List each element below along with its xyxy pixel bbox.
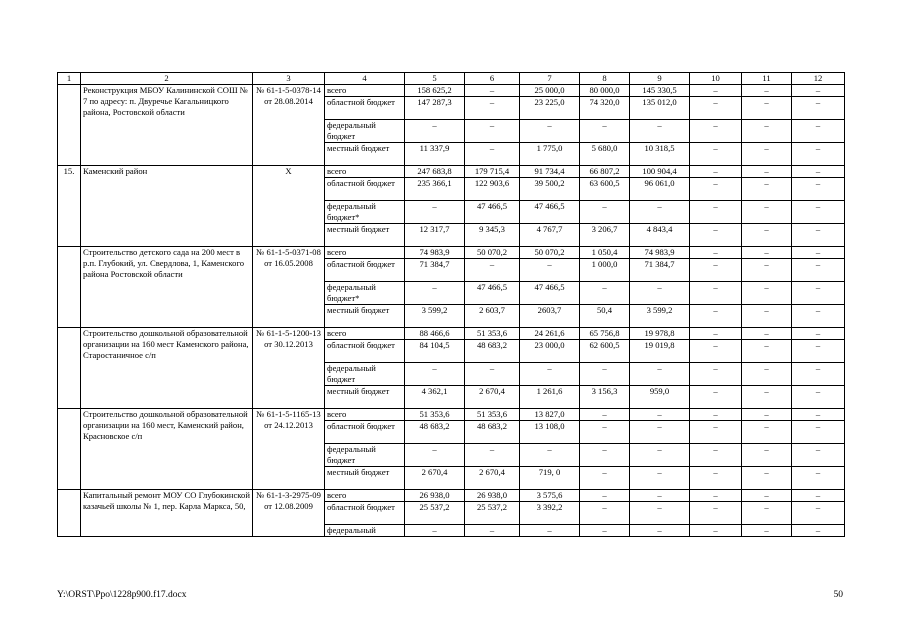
amount-cell: 47 466,5 — [465, 201, 520, 224]
project-doc: № 61-1-5-0378-14 от 28.08.2014 — [253, 85, 325, 166]
row-number — [58, 85, 81, 166]
amount-cell: 3 575,6 — [520, 490, 580, 502]
row-number — [58, 328, 81, 409]
amount-cell: 66 807,2 — [580, 166, 630, 178]
amount-cell: 48 683,2 — [405, 421, 465, 444]
amount-cell: – — [405, 444, 465, 467]
amount-cell: 51 353,6 — [405, 409, 465, 421]
amount-cell: – — [465, 85, 520, 97]
amount-cell: – — [630, 201, 690, 224]
amount-cell: – — [792, 525, 845, 537]
column-number-2: 2 — [81, 73, 253, 85]
project-doc: № 61-1-5-1200-13 от 30.12.2013 — [253, 328, 325, 409]
amount-cell: 13 827,0 — [520, 409, 580, 421]
project-doc: Х — [253, 166, 325, 247]
amount-cell: – — [792, 85, 845, 97]
amount-cell: 4 843,4 — [630, 224, 690, 247]
amount-cell: – — [792, 490, 845, 502]
table-row — [58, 328, 845, 340]
amount-cell: – — [520, 444, 580, 467]
amount-cell: – — [580, 502, 630, 525]
amount-cell: 23 225,0 — [520, 97, 580, 120]
amount-cell: 25 537,2 — [465, 502, 520, 525]
amount-cell: – — [690, 467, 742, 490]
amount-cell: – — [630, 282, 690, 305]
funding-source: местный бюджет — [325, 224, 405, 247]
amount-cell: 1 000,0 — [580, 259, 630, 282]
amount-cell: – — [742, 525, 792, 537]
header-row — [58, 73, 845, 85]
funding-source: федеральный бюджет — [325, 444, 405, 467]
amount-cell: – — [690, 328, 742, 340]
amount-cell: 48 683,2 — [465, 421, 520, 444]
funding-source: федеральный бюджет — [325, 120, 405, 143]
row-number — [58, 247, 81, 328]
amount-cell: 88 466,6 — [405, 328, 465, 340]
amount-cell: 179 715,4 — [465, 166, 520, 178]
amount-cell: – — [690, 340, 742, 363]
amount-cell: – — [690, 143, 742, 166]
amount-cell: – — [630, 502, 690, 525]
amount-cell: 51 353,6 — [465, 409, 520, 421]
amount-cell: – — [792, 143, 845, 166]
amount-cell: – — [520, 363, 580, 386]
amount-cell: – — [405, 363, 465, 386]
row-number — [58, 490, 81, 537]
amount-cell: 19 019,8 — [630, 340, 690, 363]
amount-cell: 71 384,7 — [405, 259, 465, 282]
amount-cell: – — [630, 120, 690, 143]
amount-cell: – — [580, 490, 630, 502]
column-number-11: 11 — [742, 73, 792, 85]
amount-cell: – — [792, 328, 845, 340]
amount-cell: 12 317,7 — [405, 224, 465, 247]
amount-cell: – — [742, 305, 792, 328]
amount-cell: 51 353,6 — [465, 328, 520, 340]
amount-cell: – — [580, 421, 630, 444]
column-number-8: 8 — [580, 73, 630, 85]
table-row — [58, 490, 845, 502]
funding-source: областной бюджет — [325, 421, 405, 444]
funding-source: всего — [325, 409, 405, 421]
amount-cell: – — [742, 143, 792, 166]
amount-cell: 47 466,5 — [520, 282, 580, 305]
funding-source: областной бюджет — [325, 97, 405, 120]
amount-cell: 24 261,6 — [520, 328, 580, 340]
amount-cell: 100 904,4 — [630, 166, 690, 178]
amount-cell: – — [690, 282, 742, 305]
amount-cell: – — [580, 467, 630, 490]
amount-cell: – — [690, 166, 742, 178]
budget-table — [57, 72, 845, 537]
footer-file-path: Y:\ORST\Ppo\1228p900.f17.docx — [57, 590, 187, 600]
amount-cell: – — [405, 282, 465, 305]
column-number-1: 1 — [58, 73, 81, 85]
amount-cell: – — [690, 259, 742, 282]
amount-cell: – — [690, 502, 742, 525]
table-row — [58, 247, 845, 259]
funding-source: местный бюджет — [325, 467, 405, 490]
amount-cell: 2603,7 — [520, 305, 580, 328]
amount-cell: – — [792, 178, 845, 201]
amount-cell: – — [690, 201, 742, 224]
amount-cell: – — [742, 178, 792, 201]
amount-cell: 1 261,6 — [520, 386, 580, 409]
funding-source: всего — [325, 328, 405, 340]
funding-source: федеральный бюджет* — [325, 201, 405, 224]
amount-cell: – — [630, 490, 690, 502]
amount-cell: 96 061,0 — [630, 178, 690, 201]
amount-cell: – — [690, 85, 742, 97]
amount-cell: – — [742, 282, 792, 305]
amount-cell: – — [690, 490, 742, 502]
amount-cell: 4 767,7 — [520, 224, 580, 247]
amount-cell: 50 070,2 — [520, 247, 580, 259]
amount-cell: 19 978,8 — [630, 328, 690, 340]
amount-cell: 247 683,8 — [405, 166, 465, 178]
amount-cell: – — [465, 363, 520, 386]
amount-cell: 3 156,3 — [580, 386, 630, 409]
object-name: Строительство дошкольной образовательной организации на 160 мест, Каменский район, Красновское с/п — [81, 409, 253, 490]
column-number-9: 9 — [630, 73, 690, 85]
amount-cell: 13 108,0 — [520, 421, 580, 444]
table-row — [58, 85, 845, 97]
amount-cell: – — [742, 224, 792, 247]
amount-cell: – — [630, 525, 690, 537]
funding-source: местный бюджет — [325, 143, 405, 166]
funding-source: областной бюджет — [325, 259, 405, 282]
amount-cell: 91 734,4 — [520, 166, 580, 178]
page-number: 50 — [833, 590, 843, 600]
amount-cell: 39 500,2 — [520, 178, 580, 201]
amount-cell: – — [465, 259, 520, 282]
amount-cell: – — [465, 120, 520, 143]
column-number-4: 4 — [325, 73, 405, 85]
amount-cell: – — [792, 502, 845, 525]
amount-cell: – — [792, 409, 845, 421]
table-row — [58, 409, 845, 421]
amount-cell: 47 466,5 — [465, 282, 520, 305]
amount-cell: – — [580, 120, 630, 143]
funding-source: областной бюджет — [325, 178, 405, 201]
amount-cell: – — [742, 259, 792, 282]
funding-source: местный бюджет — [325, 305, 405, 328]
amount-cell: – — [580, 363, 630, 386]
amount-cell: – — [580, 444, 630, 467]
amount-cell: – — [690, 224, 742, 247]
amount-cell: – — [792, 421, 845, 444]
amount-cell: – — [792, 467, 845, 490]
object-name: Строительство детского сада на 200 мест в р.п. Глубокий, ул. Свердлова, 1, Каменского района Ростовской области — [81, 247, 253, 328]
amount-cell: 25 537,2 — [405, 502, 465, 525]
amount-cell: – — [520, 259, 580, 282]
amount-cell: 48 683,2 — [465, 340, 520, 363]
amount-cell: – — [690, 444, 742, 467]
amount-cell: 25 000,0 — [520, 85, 580, 97]
amount-cell: 74 983,9 — [630, 247, 690, 259]
amount-cell: – — [630, 409, 690, 421]
amount-cell: – — [630, 421, 690, 444]
row-number — [58, 409, 81, 490]
amount-cell: 10 318,5 — [630, 143, 690, 166]
amount-cell: 26 938,0 — [405, 490, 465, 502]
amount-cell: – — [742, 502, 792, 525]
amount-cell: – — [690, 120, 742, 143]
amount-cell: – — [742, 340, 792, 363]
funding-source: местный бюджет — [325, 386, 405, 409]
amount-cell: 3 599,2 — [630, 305, 690, 328]
project-doc: № 61-1-5-1165-13 от 24.12.2013 — [253, 409, 325, 490]
amount-cell: – — [792, 120, 845, 143]
amount-cell: – — [580, 282, 630, 305]
amount-cell: – — [792, 247, 845, 259]
column-number-6: 6 — [465, 73, 520, 85]
amount-cell: – — [690, 178, 742, 201]
amount-cell: – — [792, 259, 845, 282]
amount-cell: 23 000,0 — [520, 340, 580, 363]
amount-cell: 47 466,5 — [520, 201, 580, 224]
amount-cell: 2 670,4 — [465, 386, 520, 409]
object-name: Строительство дошкольной образовательной организации на 160 мест Каменского района, Старостаничное с/п — [81, 328, 253, 409]
amount-cell: – — [742, 166, 792, 178]
amount-cell: 158 625,2 — [405, 85, 465, 97]
column-number-3: 3 — [253, 73, 325, 85]
amount-cell: – — [580, 409, 630, 421]
amount-cell: – — [792, 305, 845, 328]
amount-cell: – — [690, 363, 742, 386]
amount-cell: – — [792, 282, 845, 305]
amount-cell: 4 362,1 — [405, 386, 465, 409]
amount-cell: – — [465, 525, 520, 537]
amount-cell: 135 012,0 — [630, 97, 690, 120]
amount-cell: – — [742, 467, 792, 490]
amount-cell: 65 756,8 — [580, 328, 630, 340]
funding-source: федеральный бюджет* — [325, 282, 405, 305]
amount-cell: – — [690, 305, 742, 328]
amount-cell: 62 600,5 — [580, 340, 630, 363]
funding-source: всего — [325, 166, 405, 178]
object-name: Капитальный ремонт МОУ СО Глубокинской казачьей школы № 1, пер. Карла Маркса, 50, — [81, 490, 253, 537]
amount-cell: 2 670,4 — [465, 467, 520, 490]
amount-cell: 3 392,2 — [520, 502, 580, 525]
amount-cell: – — [630, 444, 690, 467]
object-name: Реконструкция МБОУ Калининской СОШ № 7 по адресу: п. Двуречье Кагальницкого района, Ростовской области — [81, 85, 253, 166]
amount-cell: – — [742, 247, 792, 259]
object-name: Каменский район — [81, 166, 253, 247]
amount-cell: – — [792, 224, 845, 247]
amount-cell: 959,0 — [630, 386, 690, 409]
amount-cell: – — [742, 444, 792, 467]
amount-cell: – — [792, 386, 845, 409]
amount-cell: 74 983,9 — [405, 247, 465, 259]
amount-cell: 63 600,5 — [580, 178, 630, 201]
amount-cell: – — [580, 525, 630, 537]
amount-cell: – — [742, 421, 792, 444]
amount-cell: – — [792, 363, 845, 386]
amount-cell: – — [742, 120, 792, 143]
amount-cell: – — [580, 201, 630, 224]
funding-source: всего — [325, 85, 405, 97]
amount-cell: – — [792, 97, 845, 120]
amount-cell: – — [690, 421, 742, 444]
amount-cell: – — [630, 467, 690, 490]
column-number-5: 5 — [405, 73, 465, 85]
project-doc: № 61-1-5-0371-08 от 16.05.2008 — [253, 247, 325, 328]
amount-cell: 50,4 — [580, 305, 630, 328]
amount-cell: 122 903,6 — [465, 178, 520, 201]
amount-cell: 719, 0 — [520, 467, 580, 490]
funding-source: всего — [325, 490, 405, 502]
amount-cell: 1 775,0 — [520, 143, 580, 166]
amount-cell: 5 680,0 — [580, 143, 630, 166]
table-row — [58, 166, 845, 178]
amount-cell: – — [742, 328, 792, 340]
amount-cell: 145 330,5 — [630, 85, 690, 97]
amount-cell: 26 938,0 — [465, 490, 520, 502]
amount-cell: 9 345,3 — [465, 224, 520, 247]
amount-cell: – — [690, 97, 742, 120]
amount-cell: 2 603,7 — [465, 305, 520, 328]
amount-cell: – — [742, 363, 792, 386]
amount-cell: – — [405, 120, 465, 143]
amount-cell: – — [520, 120, 580, 143]
amount-cell: – — [630, 363, 690, 386]
amount-cell: – — [465, 97, 520, 120]
column-number-10: 10 — [690, 73, 742, 85]
funding-source: областной бюджет — [325, 502, 405, 525]
amount-cell: – — [742, 490, 792, 502]
amount-cell: – — [405, 201, 465, 224]
funding-source: федеральный — [325, 525, 405, 537]
funding-source: областной бюджет — [325, 340, 405, 363]
amount-cell: 3 599,2 — [405, 305, 465, 328]
amount-cell: – — [690, 386, 742, 409]
amount-cell: – — [742, 386, 792, 409]
amount-cell: 147 287,3 — [405, 97, 465, 120]
amount-cell: – — [792, 166, 845, 178]
amount-cell: – — [792, 201, 845, 224]
amount-cell: – — [742, 97, 792, 120]
column-number-12: 12 — [792, 73, 845, 85]
column-number-7: 7 — [520, 73, 580, 85]
amount-cell: – — [742, 409, 792, 421]
amount-cell: 235 366,1 — [405, 178, 465, 201]
amount-cell: – — [690, 409, 742, 421]
amount-cell: 80 000,0 — [580, 85, 630, 97]
amount-cell: 3 206,7 — [580, 224, 630, 247]
funding-source: федеральный бюджет — [325, 363, 405, 386]
amount-cell: 71 384,7 — [630, 259, 690, 282]
amount-cell: – — [792, 340, 845, 363]
amount-cell: 11 337,9 — [405, 143, 465, 166]
amount-cell: – — [690, 525, 742, 537]
project-doc: № 61-1-3-2975-09 от 12.08.2009 — [253, 490, 325, 537]
amount-cell: – — [690, 247, 742, 259]
funding-source: всего — [325, 247, 405, 259]
amount-cell: – — [520, 525, 580, 537]
amount-cell: 84 104,5 — [405, 340, 465, 363]
amount-cell: – — [465, 444, 520, 467]
amount-cell: 74 320,0 — [580, 97, 630, 120]
amount-cell: 2 670,4 — [405, 467, 465, 490]
amount-cell: – — [405, 525, 465, 537]
row-number: 15. — [58, 166, 81, 247]
amount-cell: 1 050,4 — [580, 247, 630, 259]
amount-cell: – — [742, 85, 792, 97]
amount-cell: – — [465, 143, 520, 166]
amount-cell: – — [742, 201, 792, 224]
amount-cell: 50 070,2 — [465, 247, 520, 259]
amount-cell: – — [792, 444, 845, 467]
